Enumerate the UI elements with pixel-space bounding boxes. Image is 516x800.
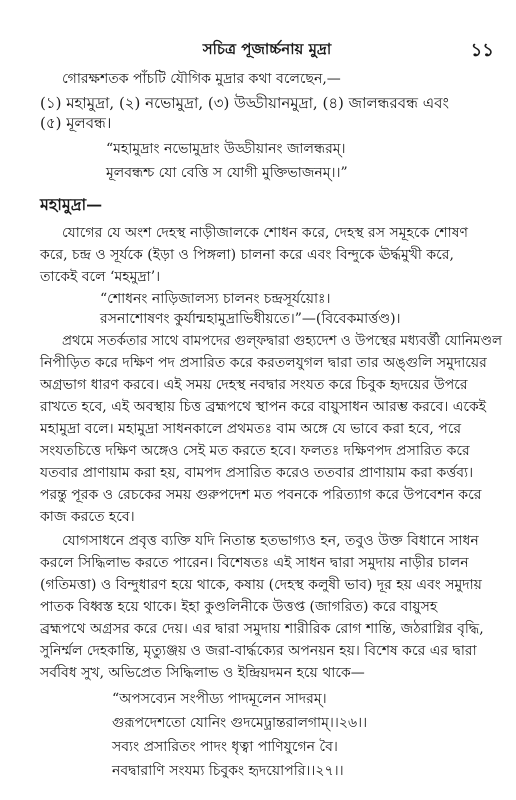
verse-1-line-1: “মহামুদ্রাং নভোমুদ্রাং উড্ডীয়ানং জালন্ধরম্। [106, 141, 346, 157]
verse-3-line-2: গুরূপদেশতো যোনিং গুদমেঢ়্রান্তরালগাম্।।২৬।। [112, 715, 368, 731]
para-2-line-3: অগ্রভাগ ধারণ করবে। এই সময় দেহস্থ নবদ্বার সংযত করে চিবুক হৃদয়ের উপরে [40, 377, 468, 393]
verse-3-line-4: নবদ্বারাণি সংযম্য চিবুকং হৃদয়োপরি।।২৭।। [112, 763, 344, 779]
para-3-line-3: (গতিমত্তা) ও বিন্দুধারণ হয়ে থাকে, কষায় (দেহস্থ কলুষী ভাব) দূর হয় এবং সমুদায় [40, 577, 482, 593]
verse-3-line-1: “অপসব্যেন সংপীড্য পাদমূলেন সাদরম্। [112, 691, 327, 707]
para-2-line-1: প্রথমে সতর্কতার সাথে বামপদের গুল্‌ফদ্বারা গুহ্যদেশ ও উপস্থের মধ্যবর্ত্তী যোনিমণ্ডল [62, 333, 502, 349]
verse-3-line-3: সব্যং প্রসারিতং পাদং ধৃত্বা পাণিযুগেন বৈ। [112, 739, 338, 755]
para-2-line-6: সংযতচিত্তে দক্ষিণ অঙ্গেও সেই মত করতে হবে। ফলতঃ দক্ষিণপদ প্রসারিত করে [40, 443, 470, 459]
page-header [40, 38, 494, 62]
para-2-line-9: কাজ করতে হবে। [40, 509, 135, 525]
page-number: ১১ [470, 40, 494, 61]
para-3-line-4: পাতক বিধ্বস্ত হয়ে থাকে। ইহা কুণ্ডলিনীকে উত্তপ্ত (জাগরিত) করে বায়ুসহ [40, 599, 438, 615]
para-3-line-6: সুনির্ম্মল দেহকান্তি, মৃত্যুঞ্জয় ও জরা-বার্দ্ধক্যের অপনয়ন হয়। বিশেষ করে এর দ্বারা [40, 643, 477, 659]
para-2-line-8: পরন্তু পূরক ও রেচকের সময় গুরুপদেশ মত পবনকে পরিত্যাগ করে উপবেশন করে [40, 487, 482, 503]
para-1-line-2: করে, চন্দ্র ও সূর্যকে (ইড়া ও পিঙ্গলা) চালনা করে এবং বিন্দুকে ঊর্দ্ধমুখী করে, [40, 247, 454, 263]
para-1-line-3: তাকেই বলে ‘মহমুদ্রা’। [40, 269, 161, 285]
para-1-line-1: যোগের যে অংশ দেহস্থ নাড়ীজালকে শোধন করে, দেহস্থ রস সমূহকে শোষণ [62, 225, 468, 241]
para-3-line-1: যোগসাধনে প্রবৃত্ত ব্যক্তি যদি নিতান্ত হতভাগ্যও হন, তবুও উক্ত বিধানে সাধন [62, 533, 479, 549]
section-heading: মহামুদ্রা— [40, 195, 103, 214]
intro-line: গোরক্ষশতক পাঁচটি যৌগিক মুদ্রার কথা বলেছেন,— [62, 71, 341, 87]
mudra-list-line-2: (৫) মূলবন্ধ। [40, 114, 112, 132]
para-3-line-2: করলে সিদ্ধিলাভ করতে পারেন। বিশেষতঃ এই সাধন দ্বারা সমুদায় নাড়ীর চালন [40, 555, 469, 571]
para-3-line-5: ব্রহ্মপথে অগ্রসর করে দেয়। এর দ্বারা সমুদায় শারীরিক রোগ শান্তি, জঠরাগ্নির বৃদ্ধি, [40, 621, 484, 637]
verse-1-line-2: মূলবন্ধশ্চ যো বেত্তি স যোগী মুক্তিভাজনম্।।” [106, 165, 348, 181]
para-3-line-7: সর্ববিধ সুখ, অভিপ্রেত সিদ্ধিলাভ ও ইন্দ্রিয়দমন হয়ে থাকে— [40, 665, 365, 681]
para-2-line-5: মহামুদ্রা বলে। মহামুদ্রা সাধনকালে প্রথমতঃ বাম অঙ্গে যে ভাবে করা হবে, পরে [40, 421, 462, 437]
para-2-line-4: রাখতে হবে, এই অবস্থায় চিত্ত ব্রহ্মপথে স্থাপন করে বায়ুসাধন আরম্ভ করবে। একেই [40, 399, 487, 415]
running-head: সচিত্র পূজার্চ্চনায় মুদ্রা [202, 40, 332, 58]
mudra-list-line-1: (১) মহামুদ্রা, (২) নভোমুদ্রা, (৩) উড্ডীয়ানমুদ্রা, (৪) জালন্ধরবন্ধ এবং [40, 94, 449, 112]
para-2-line-7: যতবার প্রাণায়াম করা হয়, বামপদ প্রসারিত করেও ততবার প্রাণায়াম করা কর্ত্তব্য। [40, 465, 474, 481]
verse-2-line-1: “শোধনং নাড়িজালস্য চালনং চন্দ্রসূর্যয়োঃ। [100, 291, 331, 307]
para-2-line-2: নিপীড়িত করে দক্ষিণ পদ প্রসারিত করে করতলযুগল দ্বারা তার অঙ্গুলি সমুদায়ের [40, 355, 487, 371]
verse-2-line-2: রসনাশোষণং কুর্যান্মহামুদ্রাভিধীয়তে।”—(বিবেকমার্ত্তণ্ড)। [100, 311, 401, 327]
